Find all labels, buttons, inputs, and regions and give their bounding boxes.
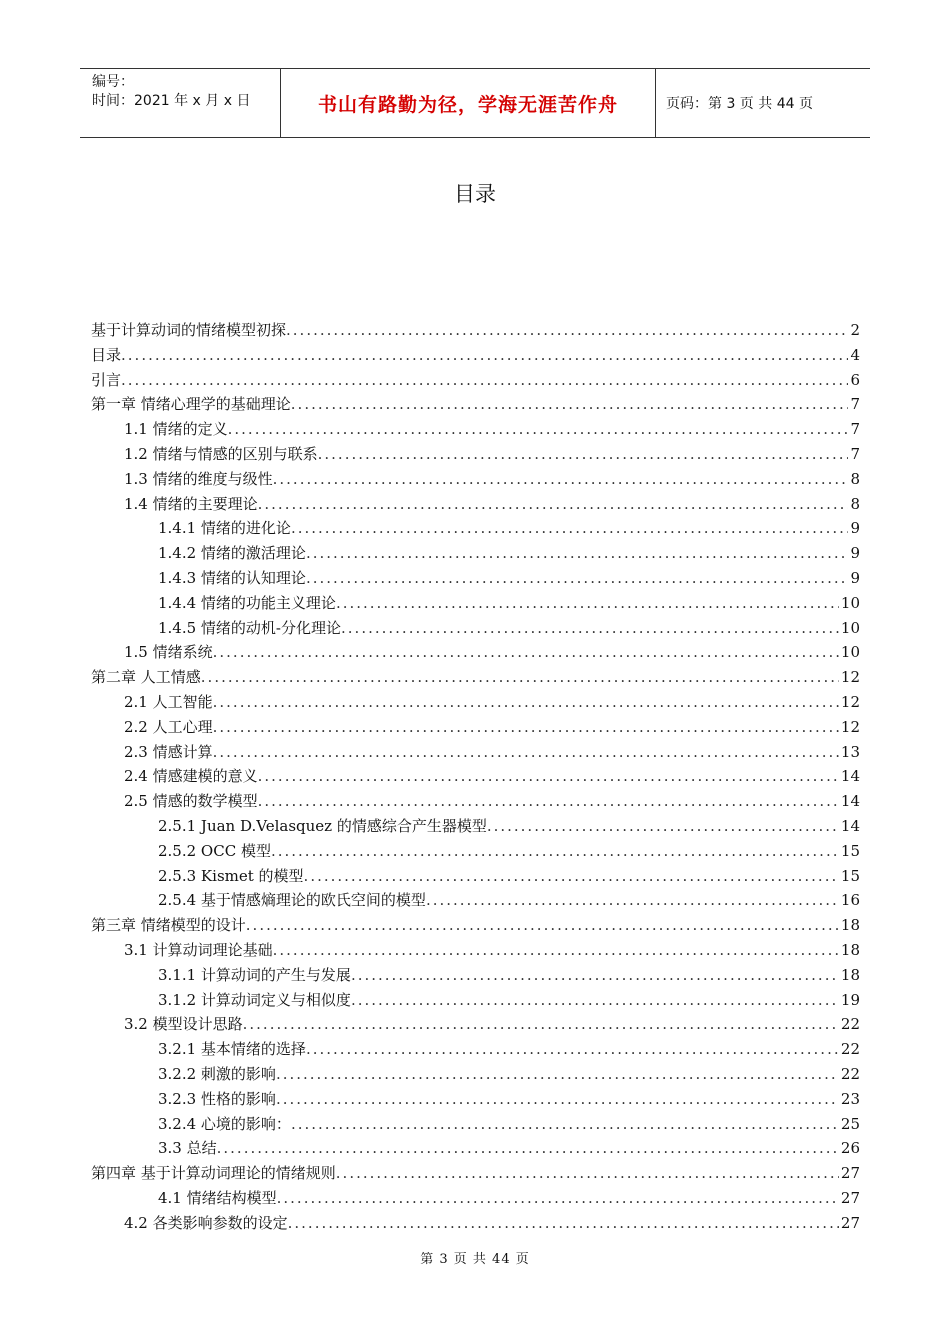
toc-entry-page: 9	[850, 544, 860, 563]
toc-entry[interactable]	[91, 492, 860, 517]
toc-dot-leader	[336, 1161, 839, 1186]
toc-dot-leader	[306, 541, 849, 566]
toc-entry[interactable]	[91, 839, 860, 864]
toc-entry-page: 4	[850, 345, 860, 364]
toc-entry-page: 22	[840, 1064, 860, 1083]
toc-entry-page: 10	[840, 593, 860, 612]
toc-entry-page: 8	[850, 494, 860, 513]
toc-entry-page: 2	[850, 321, 860, 339]
toc-entry[interactable]	[91, 1037, 860, 1062]
toc-entry[interactable]	[91, 864, 860, 889]
toc-dot-leader	[213, 715, 839, 740]
toc-entry-title: 3.1.1 计算动词的产生与发展	[158, 965, 351, 984]
toc-entry[interactable]	[91, 963, 860, 988]
toc-entry[interactable]	[91, 740, 860, 765]
toc-entry-title: 2.5.2 OCC 模型	[158, 841, 271, 860]
toc-entry-title: 基于计算动词的情绪模型初探	[91, 321, 287, 339]
toc-entry[interactable]	[91, 814, 860, 839]
toc-dot-leader	[201, 665, 839, 690]
toc-entry-page: 7	[850, 420, 860, 439]
toc-entry-title: 3.2.3 性格的影响	[158, 1089, 276, 1108]
toc-entry-title: 1.4 情绪的主要理论	[124, 494, 258, 513]
toc-entry[interactable]	[91, 1211, 860, 1236]
header-page-info: 页码：第 3 页 共 44 页	[666, 96, 813, 112]
page-header	[80, 68, 870, 138]
toc-entry-page: 25	[840, 1114, 860, 1133]
toc-dot-leader	[121, 343, 848, 368]
toc-entry-page: 7	[850, 395, 860, 414]
toc-entry-page: 10	[840, 643, 860, 662]
toc-entry[interactable]	[91, 516, 860, 541]
toc-entry[interactable]	[91, 988, 860, 1013]
toc-entry-title: 4.1 情绪结构模型	[158, 1188, 277, 1207]
toc-entry[interactable]	[91, 368, 860, 393]
toc-dot-leader	[258, 492, 849, 517]
toc-entry-title: 2.2 人工心理	[124, 717, 213, 736]
toc-entry-title: 1.5 情绪系统	[124, 643, 213, 662]
toc-entry[interactable]	[91, 318, 860, 343]
toc-entry-title: 3.2.2 刺激的影响	[158, 1064, 276, 1083]
toc-entry[interactable]	[91, 616, 860, 641]
document-date: 时间：2021 年 x 月 x 日	[92, 93, 251, 109]
document-number-label: 编号：	[92, 74, 134, 90]
toc-entry-page: 10	[840, 618, 860, 637]
toc-dot-leader	[213, 640, 839, 665]
toc-entry-title: 3.2.4 心境的影响：	[158, 1114, 291, 1133]
toc-entry-title: 1.1 情绪的定义	[124, 420, 228, 439]
toc-entry-title: 2.5.3 Kismet 的模型	[158, 866, 304, 885]
toc-entry-page: 19	[840, 990, 860, 1009]
toc-dot-leader	[213, 690, 839, 715]
toc-dot-leader	[276, 1087, 839, 1112]
toc-dot-leader	[306, 1037, 839, 1062]
toc-entry[interactable]	[91, 640, 860, 665]
toc-dot-leader	[291, 516, 849, 541]
toc-entry[interactable]	[91, 665, 860, 690]
header-meta	[80, 69, 280, 137]
toc-entry-page: 18	[840, 916, 860, 935]
toc-entry[interactable]	[91, 1062, 860, 1087]
toc-dot-leader	[228, 417, 849, 442]
toc-entry[interactable]	[91, 1161, 860, 1186]
toc-dot-leader	[341, 616, 839, 641]
toc-entry[interactable]	[91, 690, 860, 715]
toc-entry-title: 2.5.1 Juan D.Velasquez 的情感综合产生器模型	[158, 816, 487, 835]
toc-entry-title: 1.4.1 情绪的进化论	[158, 519, 291, 538]
toc-entry-title: 3.2.1 基本情绪的选择	[158, 1040, 306, 1059]
toc-dot-leader	[246, 913, 839, 938]
toc-entry-page: 8	[850, 469, 860, 488]
toc-entry-page: 22	[840, 1040, 860, 1059]
toc-entry-page: 12	[840, 717, 860, 736]
toc-entry[interactable]	[91, 913, 860, 938]
toc-entry[interactable]	[91, 343, 860, 368]
toc-entry[interactable]	[91, 1087, 860, 1112]
toc-dot-leader	[121, 368, 848, 393]
toc-entry-page: 15	[840, 866, 860, 885]
toc-entry[interactable]	[91, 392, 860, 417]
toc-dot-leader	[271, 839, 839, 864]
toc-entry-page: 12	[840, 692, 860, 711]
toc-entry-page: 7	[850, 444, 860, 463]
toc-entry-title: 第三章 情绪模型的设计	[91, 916, 246, 935]
toc-entry-page: 13	[840, 742, 860, 761]
toc-entry-title: 2.4 情感建模的意义	[124, 767, 258, 786]
toc-entry[interactable]	[91, 1136, 860, 1161]
toc-entry-title: 2.5.4 基于情感熵理论的欧氏空间的模型	[158, 891, 426, 910]
toc-dot-leader	[273, 467, 849, 492]
toc-entry[interactable]	[91, 789, 860, 814]
toc-entry[interactable]	[91, 1112, 860, 1137]
toc-dot-leader	[336, 591, 839, 616]
toc-entry-title: 1.4.4 情绪的功能主义理论	[158, 593, 336, 612]
toc-entry-title: 3.3 总结	[158, 1139, 217, 1158]
toc-entry[interactable]	[91, 764, 860, 789]
header-motto: 书山有路勤为径，学海无涯苦作舟	[280, 69, 656, 137]
toc-entry-title: 1.3 情绪的维度与级性	[124, 469, 273, 488]
page-title: 目录	[454, 182, 496, 206]
toc-entry[interactable]	[91, 715, 860, 740]
toc-dot-leader	[273, 938, 839, 963]
toc-dot-leader	[217, 1136, 839, 1161]
toc-entry-page: 12	[840, 668, 860, 687]
toc-entry-title: 1.4.5 情绪的动机-分化理论	[158, 618, 342, 637]
toc-entry-page: 14	[840, 816, 860, 835]
toc-dot-leader	[213, 740, 839, 765]
toc-entry-title: 2.5 情感的数学模型	[124, 792, 258, 811]
toc-dot-leader	[426, 888, 839, 913]
toc-entry-title: 3.2 模型设计思路	[124, 1015, 243, 1034]
toc-dot-leader	[276, 1062, 839, 1087]
toc-entry-title: 1.4.2 情绪的激活理论	[158, 544, 306, 563]
toc-entry-title: 2.3 情感计算	[124, 742, 213, 761]
toc-entry-page: 14	[840, 767, 860, 786]
toc-entry-title: 1.4.3 情绪的认知理论	[158, 568, 306, 587]
toc-dot-leader	[277, 1186, 839, 1211]
toc-entry-title: 引言	[91, 370, 122, 389]
toc-entry-page: 16	[840, 891, 860, 910]
toc-dot-leader	[306, 566, 849, 591]
toc-entry-title: 4.2 各类影响参数的设定	[124, 1213, 288, 1232]
toc-entry-title: 3.1.2 计算动词定义与相似度	[158, 990, 351, 1009]
toc-entry-page: 6	[850, 370, 860, 389]
toc-entry-title: 3.1 计算动词理论基础	[124, 940, 273, 959]
toc-dot-leader	[291, 392, 849, 417]
toc-entry-page: 15	[840, 841, 860, 860]
toc-dot-leader	[288, 1211, 839, 1236]
toc-entry[interactable]	[91, 1012, 860, 1037]
toc-entry-page: 23	[840, 1089, 860, 1108]
toc-dot-leader	[487, 814, 839, 839]
toc-entry-title: 目录	[91, 345, 122, 364]
toc-entry-page: 27	[840, 1188, 860, 1207]
toc-entry-page: 27	[840, 1164, 860, 1183]
table-of-contents	[91, 318, 860, 1235]
toc-entry[interactable]	[91, 591, 860, 616]
toc-entry[interactable]	[91, 417, 860, 442]
toc-entry-page: 22	[840, 1015, 860, 1034]
page-footer: 第 3 页 共 44 页	[420, 1252, 530, 1267]
toc-dot-leader	[291, 1112, 839, 1137]
toc-dot-leader	[286, 318, 848, 343]
toc-entry-page: 18	[840, 940, 860, 959]
toc-entry[interactable]	[91, 888, 860, 913]
toc-entry[interactable]	[91, 442, 860, 467]
toc-dot-leader	[243, 1012, 839, 1037]
toc-entry-page: 9	[850, 568, 860, 587]
toc-entry[interactable]	[91, 938, 860, 963]
toc-entry-page: 26	[840, 1139, 860, 1158]
toc-dot-leader	[318, 442, 849, 467]
toc-dot-leader	[304, 864, 839, 889]
toc-entry-page: 27	[840, 1213, 860, 1232]
toc-entry-page: 18	[840, 965, 860, 984]
toc-dot-leader	[351, 963, 839, 988]
toc-entry-title: 第四章 基于计算动词理论的情绪规则	[91, 1164, 336, 1183]
toc-entry-title: 1.2 情绪与情感的区别与联系	[124, 444, 318, 463]
toc-entry[interactable]	[91, 541, 860, 566]
toc-entry-page: 14	[840, 792, 860, 811]
toc-entry[interactable]	[91, 467, 860, 492]
toc-entry-page: 9	[850, 519, 860, 538]
toc-dot-leader	[351, 988, 839, 1013]
toc-entry[interactable]	[91, 566, 860, 591]
toc-entry-title: 第二章 人工情感	[91, 668, 201, 687]
toc-entry[interactable]	[91, 1186, 860, 1211]
toc-dot-leader	[258, 789, 839, 814]
toc-entry-title: 2.1 人工智能	[124, 692, 213, 711]
toc-dot-leader	[258, 764, 839, 789]
toc-entry-title: 第一章 情绪心理学的基础理论	[91, 395, 291, 414]
